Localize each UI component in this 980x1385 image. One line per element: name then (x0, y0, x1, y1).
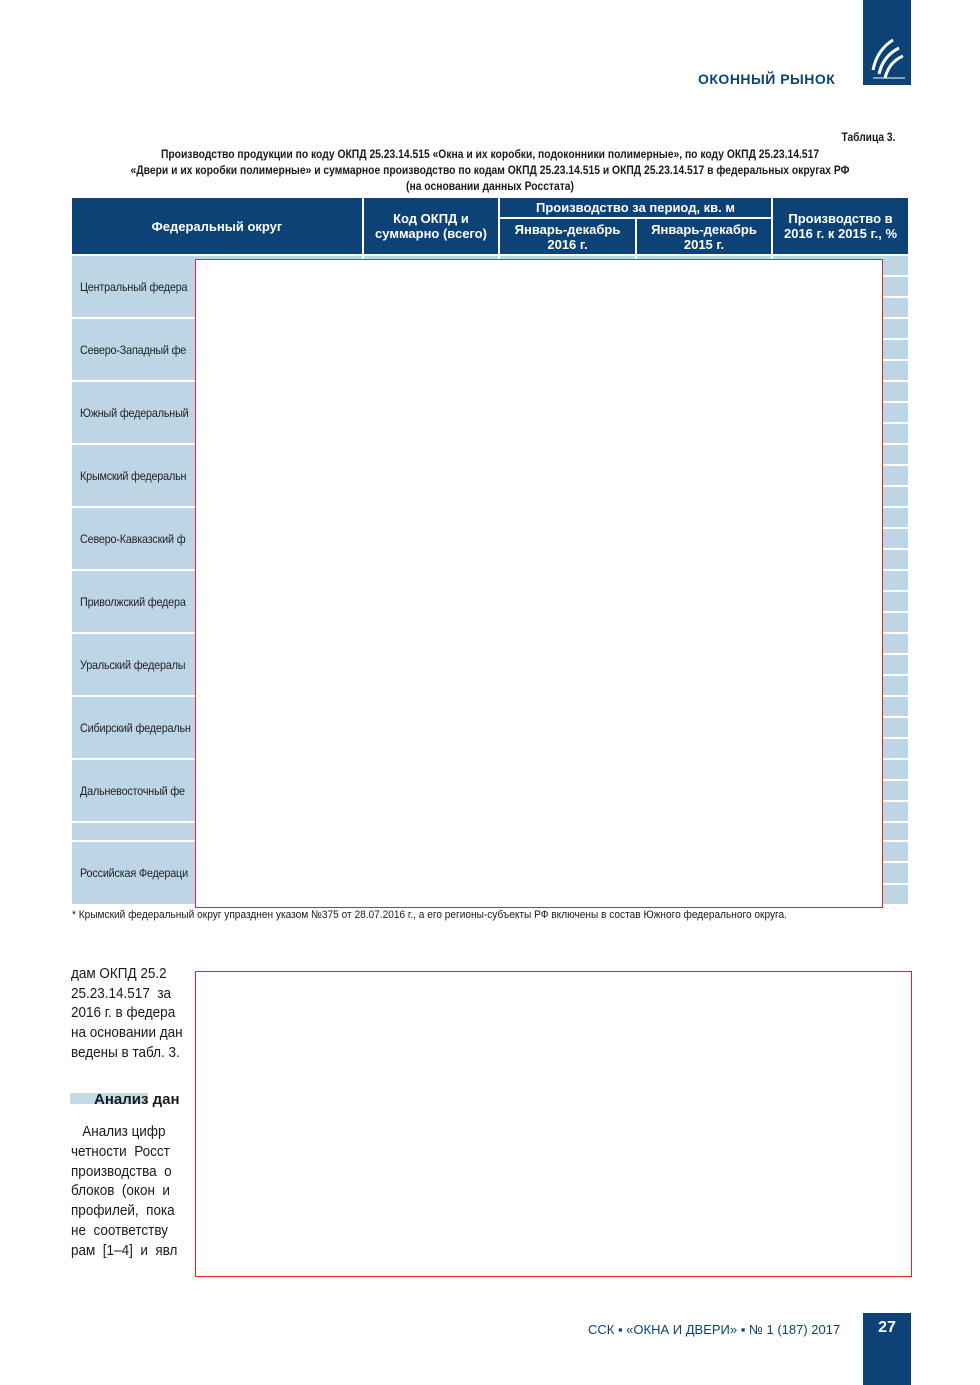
header-ratio: Производство в 2016 г. к 2015 г., % (773, 198, 908, 254)
header-2015: Январь-декабрь 2015 г. (637, 219, 771, 254)
body-text-line: ведены в табл. 3. (71, 1043, 180, 1061)
magazine-logo-icon (863, 0, 911, 85)
body-text-line: блоков (окон и (71, 1182, 170, 1200)
table-number: Таблица 3. (841, 130, 895, 144)
body-text-line: Анализ цифр (71, 1123, 166, 1140)
body-text-line: профилей, пока (71, 1202, 175, 1220)
table-title-line: (на основании данных Росстата) (406, 179, 574, 193)
body-text-line: дам ОКПД 25.2 (71, 965, 167, 982)
table-row-district: Дальневосточный фе (80, 783, 185, 798)
logo-block (863, 0, 911, 85)
table-row-district: Южный федеральный (80, 405, 189, 420)
body-text-line: четности Росст (71, 1142, 170, 1160)
table-title-line: Производство продукции по коду ОКПД 25.23.14.515 «Окна и их коробки, подоконники полимерные», по коду ОКПД 25.23.14.517 (160, 147, 820, 161)
body-text-line: 25.23.14.517 за (71, 984, 172, 1002)
table-footnote: * Крымский федеральный округ упразднен указом №375 от 28.07.2016 г., а его регионы-субъекты РФ включены в состав Южного федерального округа. (72, 909, 787, 921)
body-text-line: производства о (71, 1162, 172, 1180)
table-row-district: Северо-Кавказский ф (80, 531, 186, 546)
page-number: 27 (863, 1313, 911, 1385)
table-row-district: Крымский федеральн (80, 468, 187, 483)
header-2016: Январь-декабрь 2016 г. (500, 219, 635, 254)
section-title: ОКОННЫЙ РЫНОК (698, 71, 836, 87)
table-row-district: Российская Федераци (80, 866, 188, 880)
journal-footer: ССК ▪ «ОКНА И ДВЕРИ» ▪ № 1 (187) 2017 (588, 1322, 841, 1337)
header-district: Федеральный округ (72, 198, 362, 254)
table-row-district: Уральский федералы (80, 657, 186, 672)
table-row-district: Сибирский федеральн (80, 720, 191, 735)
redaction-box (195, 971, 912, 1277)
body-text-line: рам [1–4] и явл (71, 1241, 178, 1259)
body-text-line: не соответству (71, 1222, 168, 1239)
body-text-line: на основании дан (71, 1024, 183, 1042)
header-code: Код ОКПД и суммарно (всего) (364, 198, 498, 254)
section-heading: Анализ дан (94, 1091, 180, 1108)
table-row-district: Северо-Западный фе (80, 342, 187, 357)
table-title-line: «Двери и их коробки полимерные» и суммарное производство по кодам ОКПД 25.23.14.515 и ОКПД 25.23.14.517 в федеральных округах РФ (130, 163, 850, 177)
body-text-line: 2016 г. в федера (71, 1004, 176, 1022)
table-row-district: Центральный федера (80, 279, 188, 294)
table-row-district: Приволжский федера (80, 594, 186, 609)
redaction-box (195, 259, 883, 908)
header-period: Производство за период, кв. м (500, 198, 771, 217)
